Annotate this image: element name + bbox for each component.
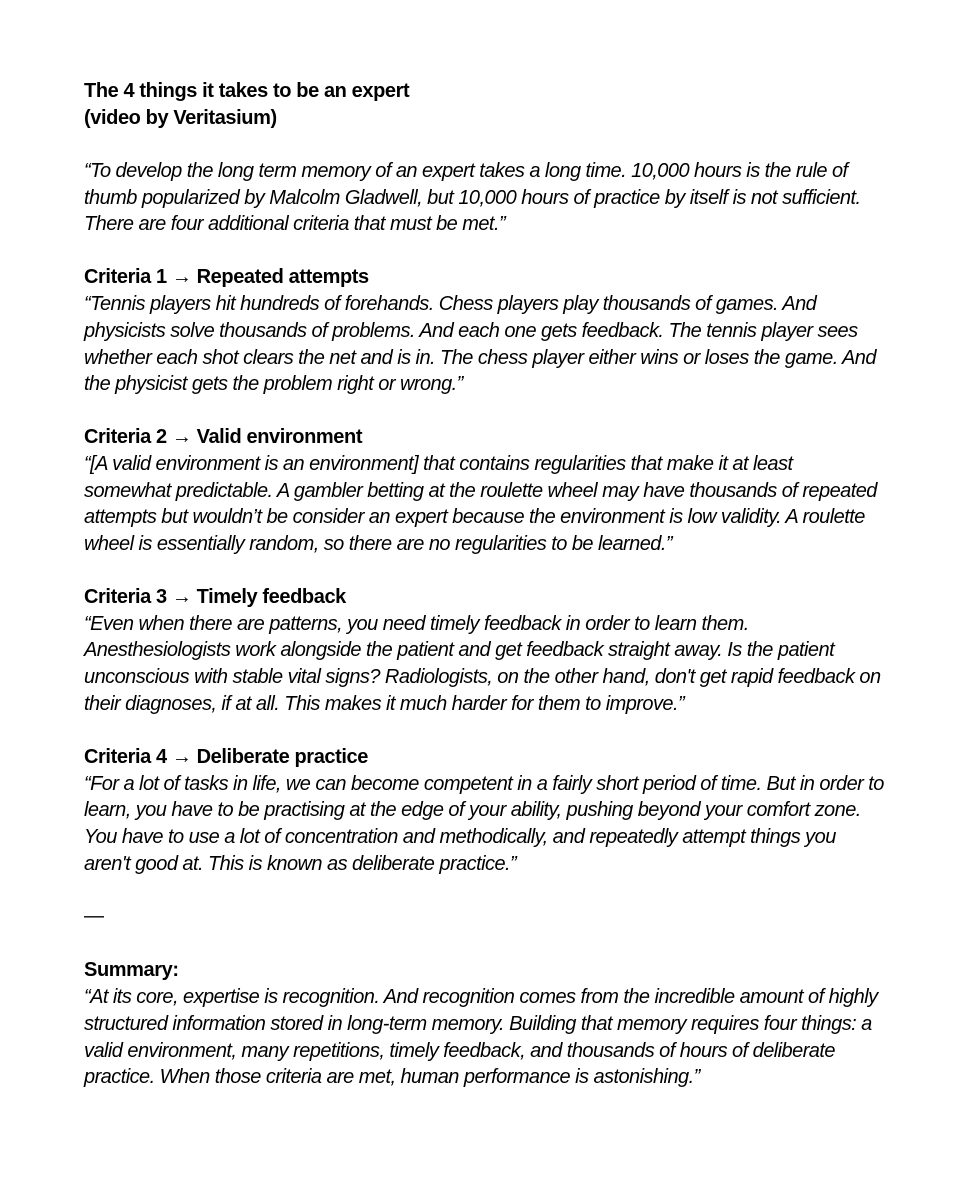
criteria-quote: “Even when there are patterns, you need timely feedback in order to learn them. Anesthesiologists work alongside the patient and get feedback straight away. Is the patient unconscious with stable vital signs? Radiologists, on the other hand, don't get rapid feedback on their diagnoses, if at all. This makes it much harder for them to improve.” <box>84 612 881 715</box>
title-line-2: (video by Veritasium) <box>84 107 277 129</box>
summary-section <box>84 957 884 1091</box>
document-title <box>84 78 884 132</box>
criteria-heading: Criteria 2 → Valid environment <box>84 425 363 448</box>
criteria-quote: “Tennis players hit hundreds of forehands. Chess players play thousands of games. And physicists solve thousands of problems. And each one gets feedback. The tennis player sees whether each shot clears the net and is in. The chess player either wins or loses the game. And the physicist gets the problem right or wrong.” <box>84 293 876 396</box>
criteria-section-4 <box>84 744 884 878</box>
summary-heading: Summary: <box>84 959 179 982</box>
criteria-section-1 <box>84 264 884 398</box>
criteria-heading: Criteria 4 → Deliberate practice <box>84 745 368 768</box>
criteria-heading: Criteria 1 → Repeated attempts <box>84 266 369 289</box>
criteria-quote: “For a lot of tasks in life, we can become competent in a fairly short period of time. But in order to learn, you have to be practising at the edge of your ability, pushing beyond your comfort zone. You have to use a lot of concentration and methodically, and repeatedly attempt things you aren't good at. This is known as deliberate practice.” <box>84 772 884 875</box>
intro-quote: “To develop the long term memory of an expert takes a long time. 10,000 hours is the rule of thumb popularized by Malcolm Gladwell, but 10,000 hours of practice by itself is not sufficient. There are four additional criteria that must be met.” <box>84 160 861 236</box>
document-body <box>84 78 884 1091</box>
summary-quote: “At its core, expertise is recognition. And recognition comes from the incredible amount of highly structured information stored in long-term memory. Building that memory requires four things: a valid environment, many repetitions, timely feedback, and thousands of hours of deliberate practice. When those criteria are met, human performance is astonishing.” <box>84 986 878 1089</box>
criteria-heading: Criteria 3 → Timely feedback <box>84 585 346 608</box>
title-line-1: The 4 things it takes to be an expert <box>84 80 410 102</box>
criteria-section-2 <box>84 424 884 558</box>
criteria-quote: “[A valid environment is an environment] that contains regularities that make it at least somewhat predictable. A gambler betting at the roulette wheel may have thousands of repeated attempts but wouldn’t be consider an expert because the environment is low validity. A roulette wheel is essentially random, so there are no regularities to be learned.” <box>84 452 877 556</box>
criteria-section-3 <box>84 584 884 718</box>
section-divider: — <box>84 905 104 928</box>
